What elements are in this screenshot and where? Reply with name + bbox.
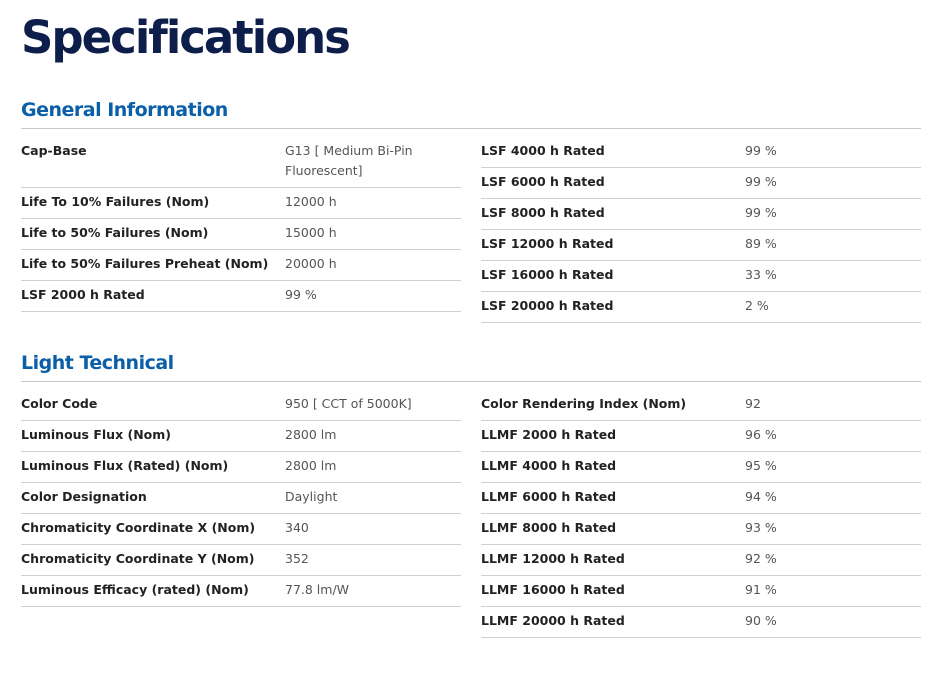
spec-label: LSF 20000 h Rated: [481, 298, 614, 313]
spec-label: Life To 10% Failures (Nom): [21, 194, 210, 209]
spec-row: [481, 483, 921, 514]
spec-row: [21, 250, 461, 281]
spec-row: [481, 230, 921, 261]
page-title: Specifications: [21, 11, 349, 64]
spec-column-right: [481, 390, 921, 638]
spec-row: [21, 514, 461, 545]
spec-value: 99 %: [285, 287, 317, 302]
spec-row: [481, 261, 921, 292]
spec-value: 2800 lm: [285, 427, 337, 442]
spec-row: [481, 292, 921, 323]
spec-value: 33 %: [745, 267, 777, 282]
spec-label: LLMF 6000 h Rated: [481, 489, 617, 504]
spec-row: [21, 576, 461, 607]
spec-column-left: [21, 390, 461, 638]
spec-value: 95 %: [745, 458, 777, 473]
spec-value: 99 %: [745, 205, 777, 220]
spec-row: [21, 483, 461, 514]
spec-label: LLMF 12000 h Rated: [481, 551, 625, 566]
spec-row: [481, 545, 921, 576]
spec-row: [481, 452, 921, 483]
spec-row: [481, 390, 921, 421]
spec-label: Luminous Flux (Nom): [21, 427, 171, 442]
spec-value: 340: [285, 520, 309, 535]
section-title: Light Technical: [21, 350, 921, 382]
spec-column-left: [21, 137, 461, 323]
spec-label: LSF 6000 h Rated: [481, 174, 605, 189]
spec-label: Chromaticity Coordinate Y (Nom): [21, 551, 255, 566]
spec-label: LSF 4000 h Rated: [481, 143, 605, 158]
spec-value: 96 %: [745, 427, 777, 442]
spec-label: Luminous Efficacy (rated) (Nom): [21, 582, 249, 597]
spec-label: LSF 8000 h Rated: [481, 205, 605, 220]
spec-label: LLMF 20000 h Rated: [481, 613, 625, 628]
spec-value: 20000 h: [285, 256, 337, 271]
spec-row: [481, 137, 921, 168]
spec-label: LLMF 16000 h Rated: [481, 582, 625, 597]
spec-value: 2800 lm: [285, 458, 337, 473]
spec-label: Color Code: [21, 396, 98, 411]
spec-label: Color Rendering Index (Nom): [481, 396, 687, 411]
spec-label: Cap-Base: [21, 143, 87, 158]
spec-value: 91 %: [745, 582, 777, 597]
spec-row: [21, 421, 461, 452]
spec-value: 93 %: [745, 520, 777, 535]
spec-value: 12000 h: [285, 194, 337, 209]
spec-row: [481, 514, 921, 545]
spec-value: 2 %: [745, 298, 769, 313]
spec-row: [21, 219, 461, 250]
spec-value: 92: [745, 396, 761, 411]
spec-value: 92 %: [745, 551, 777, 566]
spec-label: LSF 16000 h Rated: [481, 267, 614, 282]
spec-value: 90 %: [745, 613, 777, 628]
light-technical-section: [21, 350, 921, 638]
spec-value: 89 %: [745, 236, 777, 251]
spec-row: [21, 281, 461, 312]
spec-label: Chromaticity Coordinate X (Nom): [21, 520, 256, 535]
spec-label: Color Designation: [21, 489, 147, 504]
spec-value: 99 %: [745, 174, 777, 189]
spec-label: LSF 12000 h Rated: [481, 236, 614, 251]
spec-value: 950 [ CCT of 5000K]: [285, 396, 412, 411]
spec-value: 77.8 lm/W: [285, 582, 350, 597]
general-information-section: [21, 97, 921, 323]
section-title: General Information: [21, 97, 921, 129]
spec-row: [481, 576, 921, 607]
spec-value: G13 [ Medium Bi-Pin Fluorescent]: [285, 143, 413, 178]
spec-label: Life to 50% Failures (Nom): [21, 225, 209, 240]
spec-label: LLMF 8000 h Rated: [481, 520, 617, 535]
spec-row: [21, 188, 461, 219]
spec-value: 15000 h: [285, 225, 337, 240]
spec-label: Luminous Flux (Rated) (Nom): [21, 458, 229, 473]
spec-label: LLMF 4000 h Rated: [481, 458, 617, 473]
spec-row: [481, 607, 921, 638]
spec-row: [481, 168, 921, 199]
spec-row: [21, 390, 461, 421]
spec-row: [21, 545, 461, 576]
spec-label: LSF 2000 h Rated: [21, 287, 145, 302]
spec-row: [481, 199, 921, 230]
spec-row: [21, 452, 461, 483]
spec-value: 94 %: [745, 489, 777, 504]
spec-value: 99 %: [745, 143, 777, 158]
spec-row: [21, 137, 461, 188]
spec-column-right: [481, 137, 921, 323]
spec-row: [481, 421, 921, 452]
spec-label: Life to 50% Failures Preheat (Nom): [21, 256, 269, 271]
spec-value: Daylight: [285, 489, 338, 504]
spec-value: 352: [285, 551, 309, 566]
spec-label: LLMF 2000 h Rated: [481, 427, 617, 442]
